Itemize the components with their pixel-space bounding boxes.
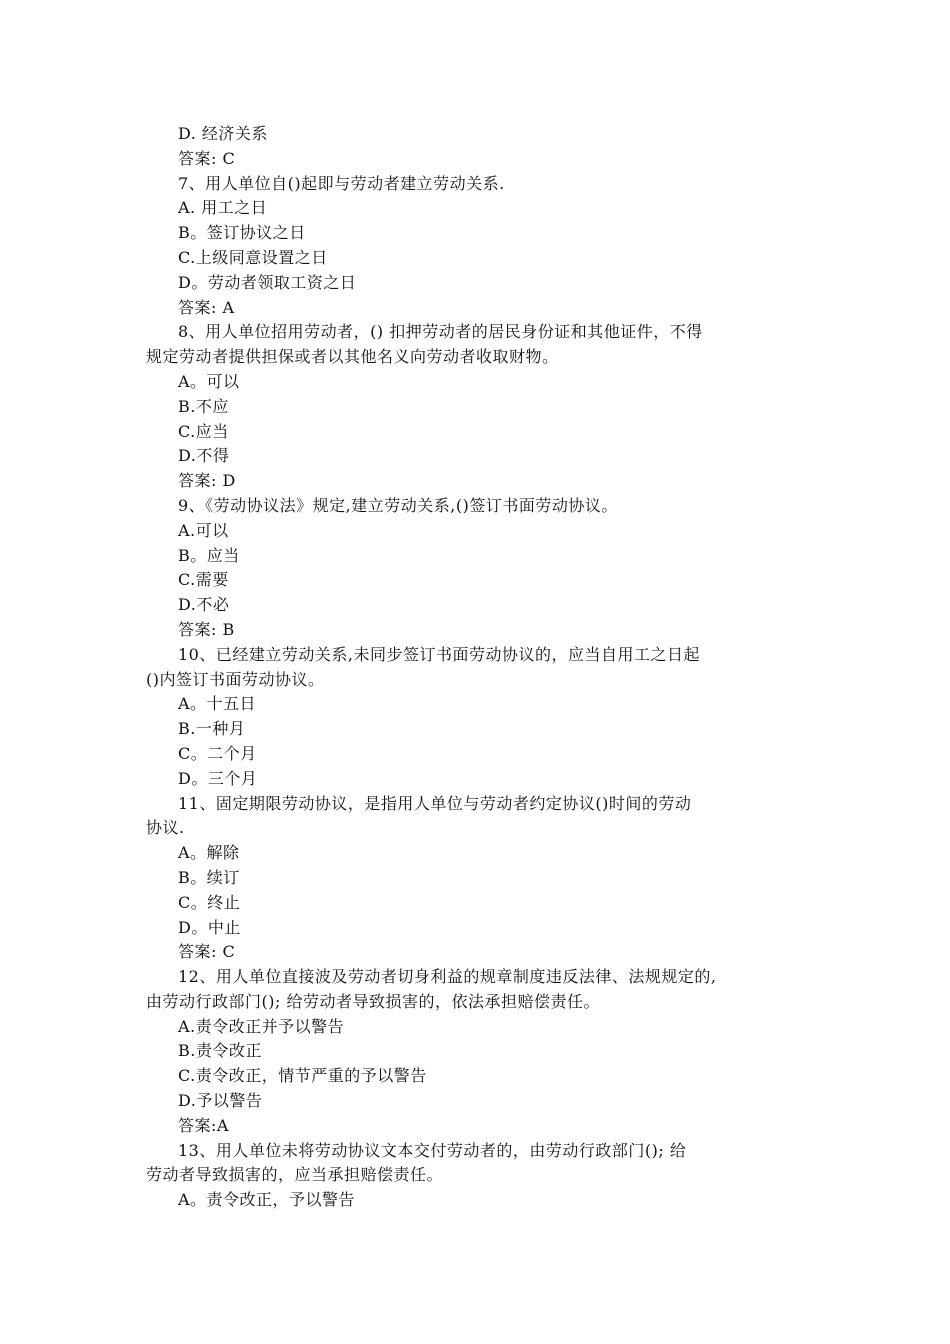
option-line: D。中止 [178,917,241,937]
option-line: D。劳动者领取工资之日 [178,272,357,292]
option-line: C.上级同意设置之日 [178,247,328,267]
question-line: 8、用人单位招用劳动者，() 扣押劳动者的居民身份证和其他证件，不得 [178,322,703,342]
answer-line: 答案: B [178,619,235,639]
option-line: A. 用工之日 [178,198,268,218]
option-line: A。解除 [178,843,240,863]
question-continuation-line: 由劳动行政部门(); 给劳动者导致损害的，依法承担赔偿责任。 [146,991,600,1011]
answer-line: 答案:A [178,1115,229,1135]
question-continuation-line: 协议. [146,818,185,838]
question-line: 10、已经建立劳动关系,未同步签订书面劳动协议的，应当自用工之日起 [178,644,700,664]
option-line: B.一种月 [178,719,246,739]
question-continuation-line: ()内签订书面劳动协议。 [146,669,325,689]
option-line: C.应当 [178,421,229,441]
option-line: D。三个月 [178,768,258,788]
option-line: B。续订 [178,867,240,887]
option-line: C。二个月 [178,743,257,763]
option-line: B.不应 [178,396,229,416]
question-line: 9、《劳动协议法》规定,建立劳动关系,()签订书面劳动协议。 [178,495,618,515]
answer-line: 答案: C [178,148,236,168]
option-line: C。终止 [178,892,241,912]
option-line: C.需要 [178,570,229,590]
answer-line: 答案: C [178,942,236,962]
option-line: D. 经济关系 [178,124,268,143]
option-line: A.责令改正并予以警告 [178,1016,345,1036]
option-line: D.不必 [178,595,230,615]
option-line: A。十五日 [178,694,257,714]
question-continuation-line: 规定劳动者提供担保或者以其他名义向劳动者收取财物。 [146,347,559,367]
question-continuation-line: 劳动者导致损害的，应当承担赔偿责任。 [146,1165,444,1185]
option-line: C.责令改正，情节严重的予以警告 [178,1066,427,1086]
question-line: 12、用人单位直接波及劳动者切身利益的规章制度违反法律、法规规定的, [178,967,717,987]
question-line: 11、固定期限劳动协议，是指用人单位与劳动者约定协议()时间的劳动 [178,793,692,813]
option-line: B。签订协议之日 [178,223,306,243]
option-line: A。可以 [178,371,240,391]
question-line: 13、用人单位未将劳动协议文本交付劳动者的，由劳动行政部门(); 给 [178,1140,687,1160]
document-body [0,122,950,1213]
option-line: D.不得 [178,446,230,466]
question-line: 7、用人单位自()起即与劳动者建立劳动关系. [178,173,505,193]
answer-line: 答案: A [178,297,235,317]
option-line: A.可以 [178,520,229,540]
option-line: A。责令改正，予以警告 [178,1190,356,1210]
option-line: B。应当 [178,545,240,565]
option-line: B.责令改正 [178,1041,262,1061]
answer-line: 答案: D [178,471,236,491]
option-line: D.予以警告 [178,1091,263,1111]
